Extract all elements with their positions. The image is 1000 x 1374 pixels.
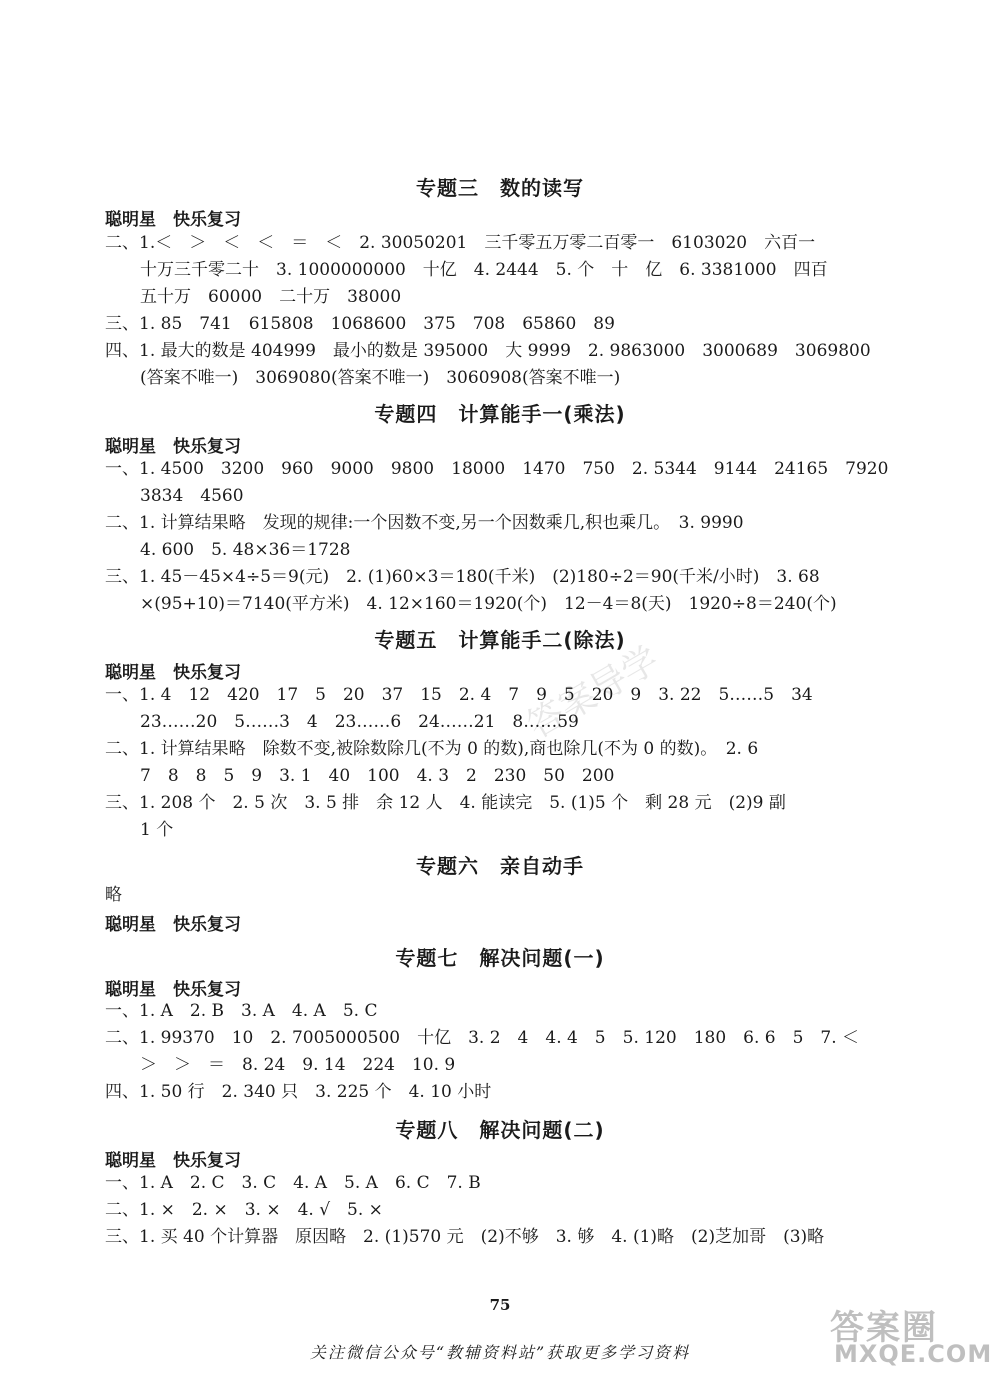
answer-line: ×(95+10)＝7140(平方米) 4. 12×160＝1920(个) 12－4＝8(天) 1920÷8＝240(个) <box>140 594 837 614</box>
sub-heading-8: 聪明星 快乐复习 <box>105 1151 241 1171</box>
section-title-4: 专题四 计算能手一(乘法) <box>374 402 626 426</box>
answer-line: 三、1. 买 40 个计算器 原因略 2. (1)570 元 (2)不够 3. 够 4. (1)略 (2)芝加哥 (3)略 <box>105 1227 825 1247</box>
answer-line: 23……20 5……3 4 23……6 24……21 8……59 <box>140 712 579 732</box>
section-title-5: 专题五 计算能手二(除法) <box>374 628 626 652</box>
answer-line: 四、1. 50 行 2. 340 只 3. 225 个 4. 10 小时 <box>105 1082 492 1102</box>
answer-line: 三、1. 85 741 615808 1068600 375 708 65860 89 <box>105 314 615 334</box>
sub-heading-7: 聪明星 快乐复习 <box>105 980 241 1000</box>
logo-url: MXQE.COM <box>834 1340 993 1368</box>
footer-note: 关注微信公众号“教辅资料站”获取更多学习资料 <box>309 1343 691 1362</box>
answer-line: 二、1. 99370 10 2. 7005000500 十亿 3. 2 4 4. 4 5 5. 120 180 6. 6 5 7. ＜ <box>105 1028 860 1048</box>
section-title-3: 专题三 数的读写 <box>416 176 584 200</box>
answer-line: ＞ ＞ ＝ 8. 24 9. 14 224 10. 9 <box>140 1055 456 1075</box>
sub-heading-5: 聪明星 快乐复习 <box>105 663 241 683</box>
answer-line: 1 个 <box>140 820 174 840</box>
answer-line: 略 <box>105 885 122 905</box>
answer-line: 三、1. 45－45×4÷5＝9(元) 2. (1)60×3＝180(千米) (2)180÷2＝90(千米/小时) 3. 68 <box>105 567 820 587</box>
answer-line: 五十万 60000 二十万 38000 <box>140 287 402 307</box>
answer-line: 三、1. 208 个 2. 5 次 3. 5 排 余 12 人 4. 能读完 5. (1)5 个 剩 28 元 (2)9 副 <box>105 793 786 813</box>
answer-line: (答案不唯一) 3069080(答案不唯一) 3060908(答案不唯一) <box>140 368 621 388</box>
answer-line: 一、1. 4500 3200 960 9000 9800 18000 1470 750 2. 5344 9144 24165 7920 <box>105 459 889 479</box>
section-title-6: 专题六 亲自动手 <box>416 854 584 878</box>
answer-line: 7 8 8 5 9 3. 1 40 100 4. 3 2 230 50 200 <box>140 766 615 786</box>
answer-line: 二、1. 计算结果略 除数不变,被除数除几(不为 0 的数),商也除几(不为 0 的数)。 2. 6 <box>105 739 759 759</box>
answer-line: 一、1. A 2. B 3. A 4. A 5. C <box>105 1001 378 1021</box>
watermark: 答案导学 <box>520 639 667 747</box>
answer-line: 二、1. × 2. × 3. × 4. √ 5. × <box>105 1200 383 1220</box>
section-title-8: 专题八 解决问题(二) <box>395 1118 605 1142</box>
answer-line: 一、1. A 2. C 3. C 4. A 5. A 6. C 7. B <box>105 1173 481 1193</box>
answer-line: 二、1.＜ ＞ ＜ ＜ ＝ ＜ 2. 30050201 三千零五万零二百零一 6103020 六百一 <box>105 233 816 253</box>
answer-line: 4. 600 5. 48×36＝1728 <box>140 540 351 560</box>
page-number: 75 <box>489 1296 511 1314</box>
answer-line: 十万三千零二十 3. 1000000000 十亿 4. 2444 5. 个 十 亿 6. 3381000 四百 <box>140 260 828 280</box>
answer-line: 四、1. 最大的数是 404999 最小的数是 395000 大 9999 2. 9863000 3000689 3069800 <box>105 341 871 361</box>
sub-heading-6: 聪明星 快乐复习 <box>105 915 241 935</box>
answer-line: 一、1. 4 12 420 17 5 20 37 15 2. 4 7 9 5 20 9 3. 22 5……5 34 <box>105 685 813 705</box>
logo-text: 答案圈 <box>830 1308 938 1348</box>
sub-heading-4: 聪明星 快乐复习 <box>105 437 241 457</box>
answer-line: 3834 4560 <box>140 486 244 506</box>
section-title-7: 专题七 解决问题(一) <box>395 946 605 970</box>
answer-line: 二、1. 计算结果略 发现的规律:一个因数不变,另一个因数乘几,积也乘几。 3. 9990 <box>105 513 744 533</box>
sub-heading-3: 聪明星 快乐复习 <box>105 210 241 230</box>
